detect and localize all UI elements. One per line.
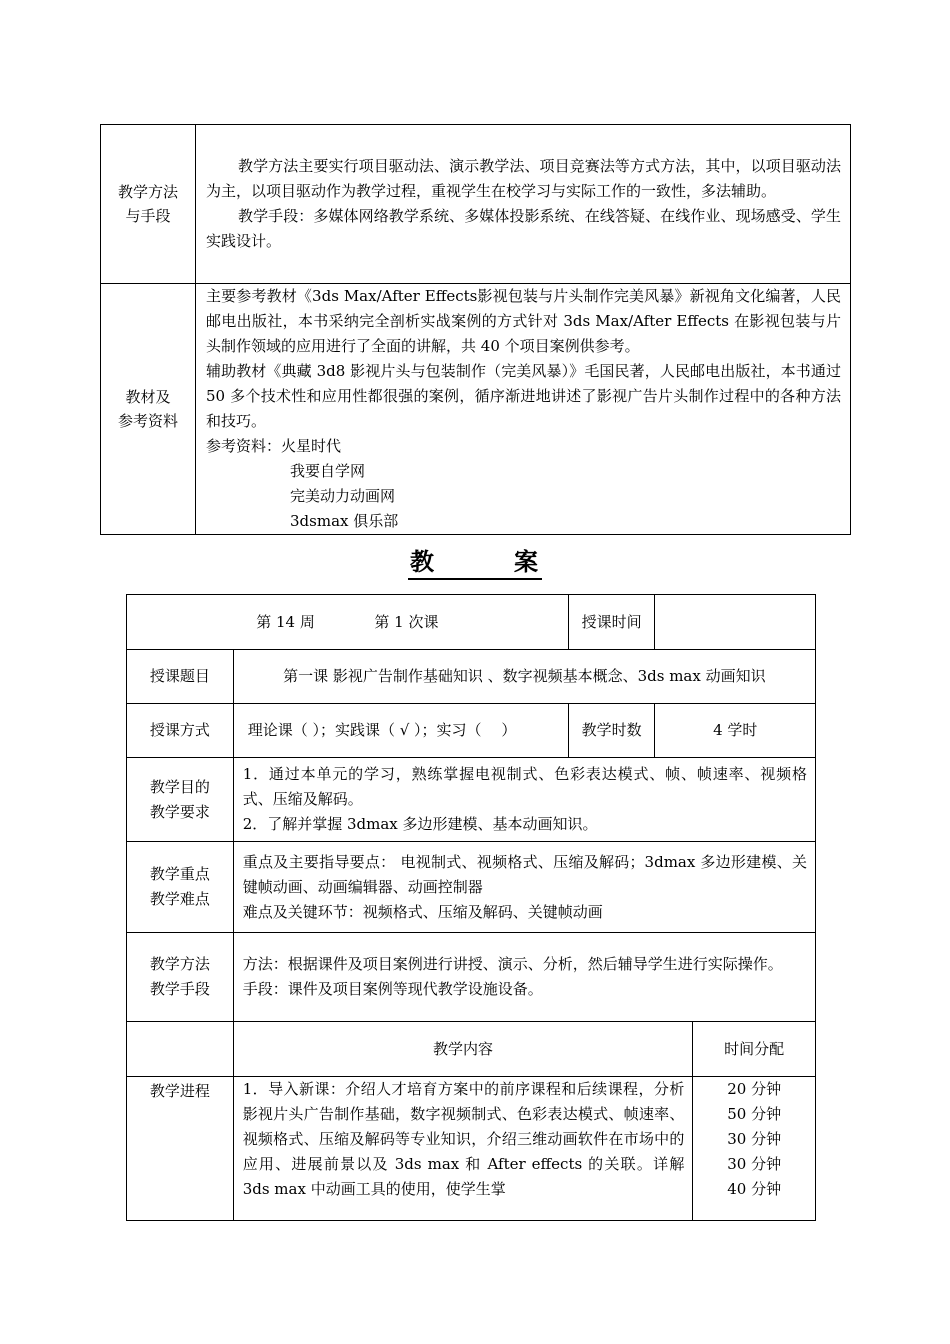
materials-label-line1: 教材及 [125, 388, 171, 406]
materials-content-cell [196, 284, 851, 535]
alloc-item: 40 分钟 [727, 1180, 782, 1198]
keypoint-item: 难点及关键环节：视频格式、压缩及解码、关键帧动画 [242, 902, 603, 921]
alloc-item: 20 分钟 [727, 1080, 782, 1098]
lesson-plan-title [0, 542, 950, 577]
lesson-plan-title-text: 教 案 [408, 547, 542, 580]
method-label-cell [127, 933, 234, 1022]
alloc-header-cell: 时间分配 [693, 1022, 816, 1077]
topic-label-cell: 授课题目 [127, 650, 234, 704]
content-header-cell: 教学内容 [233, 1022, 693, 1077]
materials-label-line2: 参考资料 [117, 412, 178, 430]
keypoints-label-line1: 教学重点 [149, 865, 210, 883]
hours-value-cell: 4 学时 [655, 704, 816, 758]
reference-item: 完美动力动画网 [290, 487, 396, 505]
main-textbook-text: 主要参考教材《3ds Max/After Effects影视包装与片头制作完美风暴》新视角文化编著，人民邮电出版社，本书采纳完全剖析实战案例的方式针对 3ds Max/After Effects 在影视包装与片头制作领域的应用进行了全面的讲解，共 40 个项目案例供参考。 [206, 287, 841, 355]
methods-label-line1: 教学方法 [117, 183, 178, 201]
aux-textbook-text: 辅助教材《典藏 3d8 影视片头与包装制作（完美风暴）》毛国民著，人民邮电出版社，本书通过 50 多个技术性和应用性都很强的案例，循序渐进地讲述了影视广告片头制作过程中的各种方法和技巧。 [206, 362, 841, 430]
week-label: 第 14 周 [256, 612, 315, 631]
methods-paragraph-1: 教学方法主要实行项目驱动法、演示教学法、项目竞赛法等方式方法，其中，以项目驱动法为主，以项目驱动作为教学过程，重视学生在校学习与实际工作的一致性，多法辅助。 [206, 157, 841, 200]
method-item: 方法：根据课件及项目案例进行讲授、演示、分析，然后辅导学生进行实际操作。 [242, 955, 783, 973]
keypoint-item: 重点及主要指导要点： 电视制式、视频格式、压缩及解码；3dmax 多边形建模、关键帧动画、动画编辑器、动画控制器 [242, 852, 807, 896]
goals-content-cell [233, 758, 815, 842]
week-session-cell [127, 595, 569, 650]
method-content-cell [233, 933, 815, 1022]
methods-label-line2: 与手段 [125, 207, 171, 225]
goals-label-cell [127, 758, 234, 842]
alloc-item: 50 分钟 [727, 1105, 782, 1123]
session-label: 第 1 次课 [374, 612, 439, 631]
references-label: 参考资料：火星时代 [206, 437, 342, 455]
topic-value-cell: 第一课 影视广告制作基础知识 、数字视频基本概念、3ds max 动画知识 [233, 650, 815, 704]
methods-content-cell [196, 125, 851, 284]
hours-label-cell: 教学时数 [568, 704, 655, 758]
method-item: 手段：课件及项目案例等现代教学设施设备。 [242, 980, 543, 998]
materials-label-cell [101, 284, 196, 535]
keypoints-label-line2: 教学难点 [149, 890, 210, 908]
reference-item: 3dsmax 俱乐部 [290, 512, 399, 530]
mode-label-cell: 授课方式 [127, 704, 234, 758]
goal-item: 1．通过本单元的学习，熟练掌握电视制式、色彩表达模式、帧、帧速率、视频格式、压缩及解码。 [242, 765, 807, 808]
mode-value-cell: 理论课（ ）；实践课（ √ ）；实习（ ） [233, 704, 568, 758]
alloc-item: 30 分钟 [727, 1155, 782, 1173]
keypoints-label-cell [127, 842, 234, 933]
method-label-line1: 教学方法 [149, 955, 210, 973]
methods-label-cell [101, 125, 196, 284]
methods-paragraph-2: 教学手段：多媒体网络教学系统、多媒体投影系统、在线答疑、在线作业、现场感受、学生实践设计。 [206, 207, 841, 250]
time-label-cell: 授课时间 [568, 595, 655, 650]
process-header-blank-cell [127, 1022, 234, 1077]
goals-label-line1: 教学目的 [149, 777, 210, 796]
course-info-table [100, 124, 851, 535]
alloc-content-cell [693, 1077, 816, 1221]
alloc-item: 30 分钟 [727, 1130, 782, 1148]
method-label-line2: 教学手段 [149, 980, 210, 998]
time-value-cell [655, 595, 816, 650]
process-content-cell: 1．导入新课：介绍人才培育方案中的前序课程和后续课程，分析影视片头广告制作基础，数字视频制式、色彩表达模式、帧速率、视频格式、压缩及解码等专业知识，介绍三维动画软件在市场中的应用、进展前景以及 3ds max 和 After effects 的关联。详解 3ds max 中动画工具的使用，使学生掌 [233, 1077, 693, 1221]
keypoints-content-cell [233, 842, 815, 933]
process-label-cell: 教学进程 [127, 1077, 234, 1221]
lesson-plan-table [126, 594, 816, 1221]
goal-item: 2．了解并掌握 3dmax 多边形建模、基本动画知识。 [242, 815, 598, 833]
goals-label-line2: 教学要求 [149, 802, 210, 821]
reference-item: 我要自学网 [290, 462, 366, 480]
